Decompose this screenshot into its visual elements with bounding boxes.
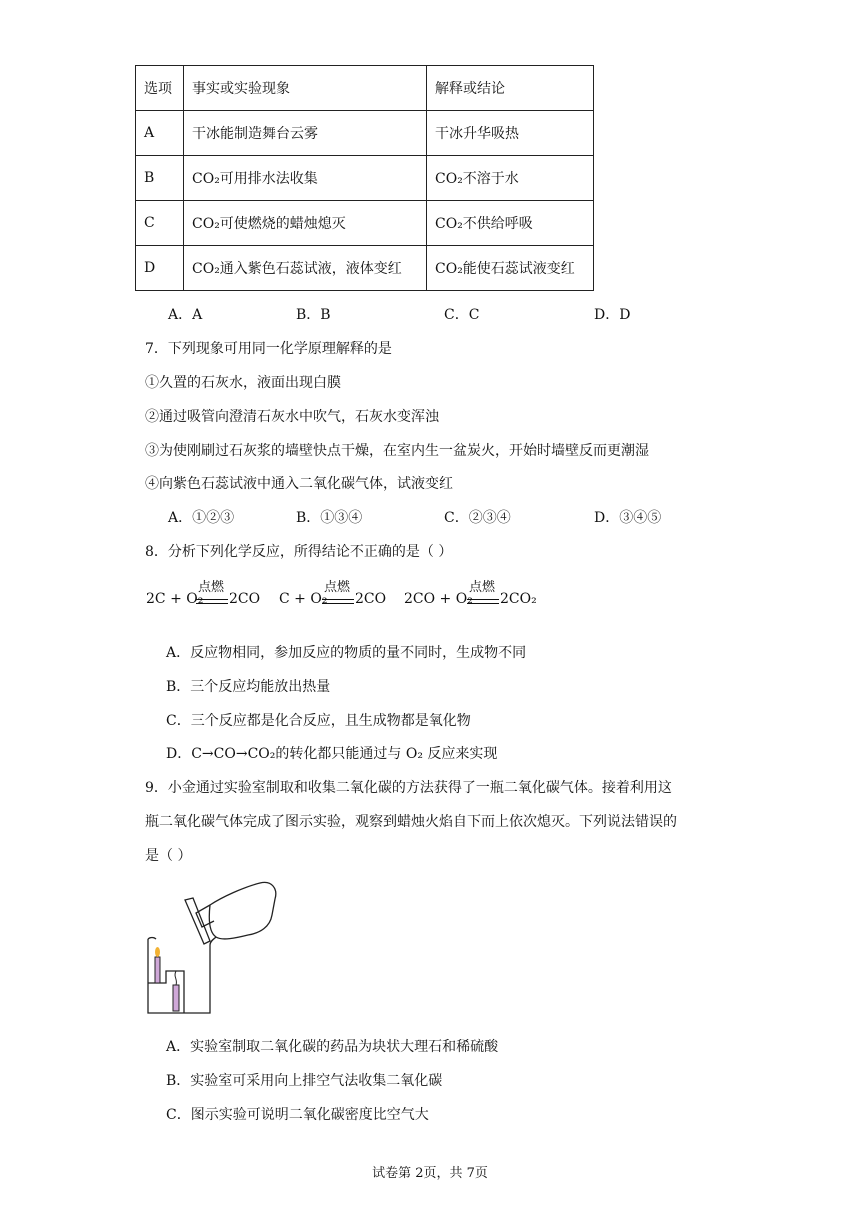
- equation-2-product: 2CO: [355, 591, 387, 607]
- tall-candle: [155, 957, 160, 983]
- equation-2-reactants: C + O₂: [279, 591, 328, 607]
- header-fact: 事实或实验现象: [184, 66, 427, 111]
- equation-3-reactants: 2CO + O₂: [404, 591, 473, 607]
- pouring-rod: [185, 898, 210, 944]
- row-option: A: [136, 111, 184, 156]
- row-fact: 干冰能制造舞台云雾: [184, 111, 427, 156]
- q6-table: [135, 65, 594, 291]
- tall-candle-flame-icon: [155, 947, 160, 957]
- short-candle-smoke-icon: [175, 971, 176, 985]
- row-conclusion: CO₂不供给呼吸: [427, 201, 594, 246]
- row-conclusion: 干冰升华吸热: [427, 111, 594, 156]
- q9-option-b[interactable]: B．实验室可采用向上排空气法收集二氧化碳: [166, 1073, 443, 1089]
- beaker-lip: [148, 938, 156, 940]
- q9-stem-line-2: 瓶二氧化碳气体完成了图示实验，观察到蜡烛火焰自下而上依次熄灭。下列说法错误的: [145, 814, 677, 830]
- equation-3-equals-sign: [467, 599, 499, 604]
- q7-item-3: ③为使刚刷过石灰浆的墙壁快点干燥，在室内生一盆炭火，开始时墙壁反而更潮湿: [145, 443, 649, 459]
- q9-stem-line-3: 是（ ）: [145, 848, 192, 864]
- equation-2-condition: 点燃: [324, 580, 351, 595]
- row-conclusion: CO₂能使石蕊试液变红: [427, 246, 594, 291]
- q7-item-1: ①久置的石灰水，液面出现白膜: [145, 375, 341, 391]
- q7-item-2: ②通过吸管向澄清石灰水中吹气，石灰水变浑浊: [145, 409, 439, 425]
- q8-stem: 8．分析下列化学反应，所得结论不正确的是（ ）: [145, 544, 453, 560]
- short-candle: [173, 985, 179, 1011]
- q9-stem-line-1: 9．小金通过实验室制取和收集二氧化碳的方法获得了一瓶二氧化碳气体。接着利用这: [145, 780, 672, 796]
- co2-candle-experiment-figure: [140, 875, 280, 1020]
- equation-1-equals-sign: [196, 599, 228, 604]
- q7-option-d[interactable]: D．③④⑤: [594, 510, 662, 526]
- page-footer: 试卷第 2页，共 7页: [372, 1166, 488, 1181]
- q8-option-a[interactable]: A．反应物相同，参加反应的物质的量不同时，生成物不同: [166, 645, 527, 661]
- q7-stem: 7．下列现象可用同一化学原理解释的是: [145, 341, 392, 357]
- row-fact: CO₂通入紫色石蕊试液，液体变红: [184, 246, 427, 291]
- q6-option-c[interactable]: C．C: [444, 307, 480, 323]
- equation-1-product: 2CO: [229, 591, 261, 607]
- equation-1-reactants: 2C + O₂: [146, 591, 204, 607]
- header-conclusion: 解释或结论: [427, 66, 594, 111]
- q7-option-a[interactable]: A．①②③: [168, 510, 235, 526]
- equation-3-condition: 点燃: [469, 580, 496, 595]
- q7-item-4: ④向紫色石蕊试液中通入二氧化碳气体，试液变红: [145, 476, 453, 492]
- q8-option-d[interactable]: D．C→CO→CO₂的转化都只能通过与 O₂ 反应来实现: [166, 746, 498, 762]
- bottle-body: [209, 882, 276, 939]
- q8-option-b[interactable]: B．三个反应均能放出热量: [166, 679, 331, 695]
- equation-1-condition: 点燃: [198, 580, 225, 595]
- row-fact: CO₂可使燃烧的蜡烛熄灭: [184, 201, 427, 246]
- q6-option-d[interactable]: D．D: [594, 307, 631, 323]
- q6-option-a[interactable]: A．A: [168, 307, 203, 323]
- q9-option-a[interactable]: A．实验室制取二氧化碳的药品为块状大理石和稀硫酸: [166, 1039, 499, 1055]
- table-row: [136, 111, 594, 156]
- bottle-neck: [196, 905, 214, 927]
- row-option: C: [136, 201, 184, 246]
- q9-option-c[interactable]: C．图示实验可说明二氧化碳密度比空气大: [166, 1107, 429, 1123]
- table-row: [136, 246, 594, 291]
- row-option: D: [136, 246, 184, 291]
- table-row: [136, 201, 594, 246]
- q7-option-b[interactable]: B．①③④: [296, 510, 363, 526]
- row-conclusion: CO₂不溶于水: [427, 156, 594, 201]
- equation-2-equals-sign: [322, 599, 354, 604]
- equation-3-product: 2CO₂: [500, 591, 537, 607]
- header-option: 选项: [136, 66, 184, 111]
- row-option: B: [136, 156, 184, 201]
- row-fact: CO₂可用排水法收集: [184, 156, 427, 201]
- q6-option-b[interactable]: B．B: [296, 307, 331, 323]
- table-header-row: [136, 66, 594, 111]
- q8-option-c[interactable]: C．三个反应都是化合反应，且生成物都是氧化物: [166, 713, 471, 729]
- q7-option-c[interactable]: C．②③④: [444, 510, 511, 526]
- table-row: [136, 156, 594, 201]
